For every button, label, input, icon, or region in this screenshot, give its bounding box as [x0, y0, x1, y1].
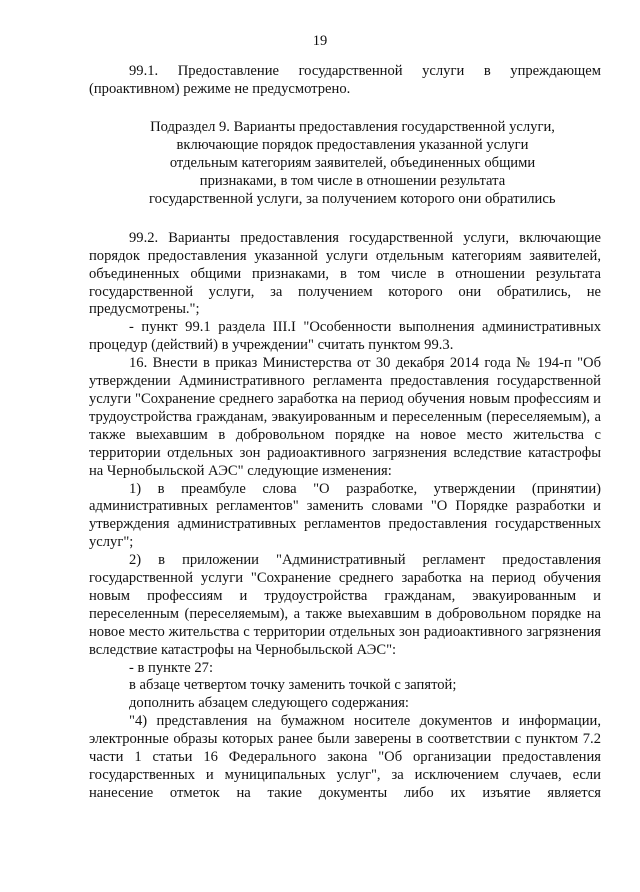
paragraph-item-4: "4) представления на бумажном носителе документов и информации, электронные образы которых ранее были заверены в соответствии с пунктом 7.2 части 1 статьи 16 Федерального закона "Об организации предоставления государственных и муниципальных услуг", за исключением случаев, если нанесение отметок на такие документы либо их изъятие является [89, 713, 601, 801]
paragraph-item-1: 1) в преамбуле слова "О разработке, утверждении (принятии) административных регламентов" заменить словами "О Порядке разработки и утверждения административных регламентов предоставления государственных услуг"; [89, 480, 601, 551]
document-body [89, 63, 601, 803]
spacer [89, 208, 601, 230]
paragraph-abzac-4: в абзаце четвертом точку заменить точкой с запятой; [129, 677, 457, 694]
paragraph-point-27: - в пункте 27: [129, 659, 214, 676]
paragraph-99-1: 99.1. Предоставление государственной услуги в упреждающем (проактивном) режиме не предусмотрено. [89, 63, 601, 97]
paragraph-item-2: 2) в приложении "Административный регламент предоставления государственной услуги "Сохранение среднего заработка на период обучения новым профессиям и трудоустройства гражданам, эвакуированным и переселенным (переселяемым), а также выехавшим в добровольном порядке на новое место жительства с территории отдельных зон радиоактивного загрязнения вследствие катастрофы на Чернобыльской АЭС": [89, 552, 601, 658]
page-number: 19 [312, 33, 328, 49]
subsection-heading: Подраздел 9. Варианты предоставления государственной услуги, включающие порядок предоставления указанной услуги отдельным категориям заявителей, объединенных общими признаками, в том числе в отношении результата государственной услуги, за получением которого они обратились [149, 118, 556, 207]
paragraph-add-abzac: дополнить абзацем следующего содержания: [129, 695, 409, 712]
paragraph-item-99-1: - пункт 99.1 раздела III.I "Особенности выполнения административных процедур (действий) в учреждении" считать пунктом 99.3. [89, 319, 601, 354]
paragraph-99-2: 99.2. Варианты предоставления государственной услуги, включающие порядок предоставления указанной услуги отдельным категориям заявителей, объединенных общими признаками, в том числе в отношении результата государственной услуги, за получением которого они обратились, не предусмотрены."; [89, 229, 601, 318]
paragraph-16: 16. Внести в приказ Министерства от 30 декабря 2014 года № 194-п "Об утверждении Административного регламента предоставления государственной услуги "Сохранение среднего заработка на период обучения новым профессиям и трудоустройства гражданам, эвакуированным и переселенным (переселяемым), а также выехавшим в добровольном порядке на новое место жительства с территории отдельных зон радиоактивного загрязнения вследствие катастрофы на Чернобыльской АЭС" следующие изменения: [89, 355, 601, 479]
spacer [89, 99, 601, 118]
